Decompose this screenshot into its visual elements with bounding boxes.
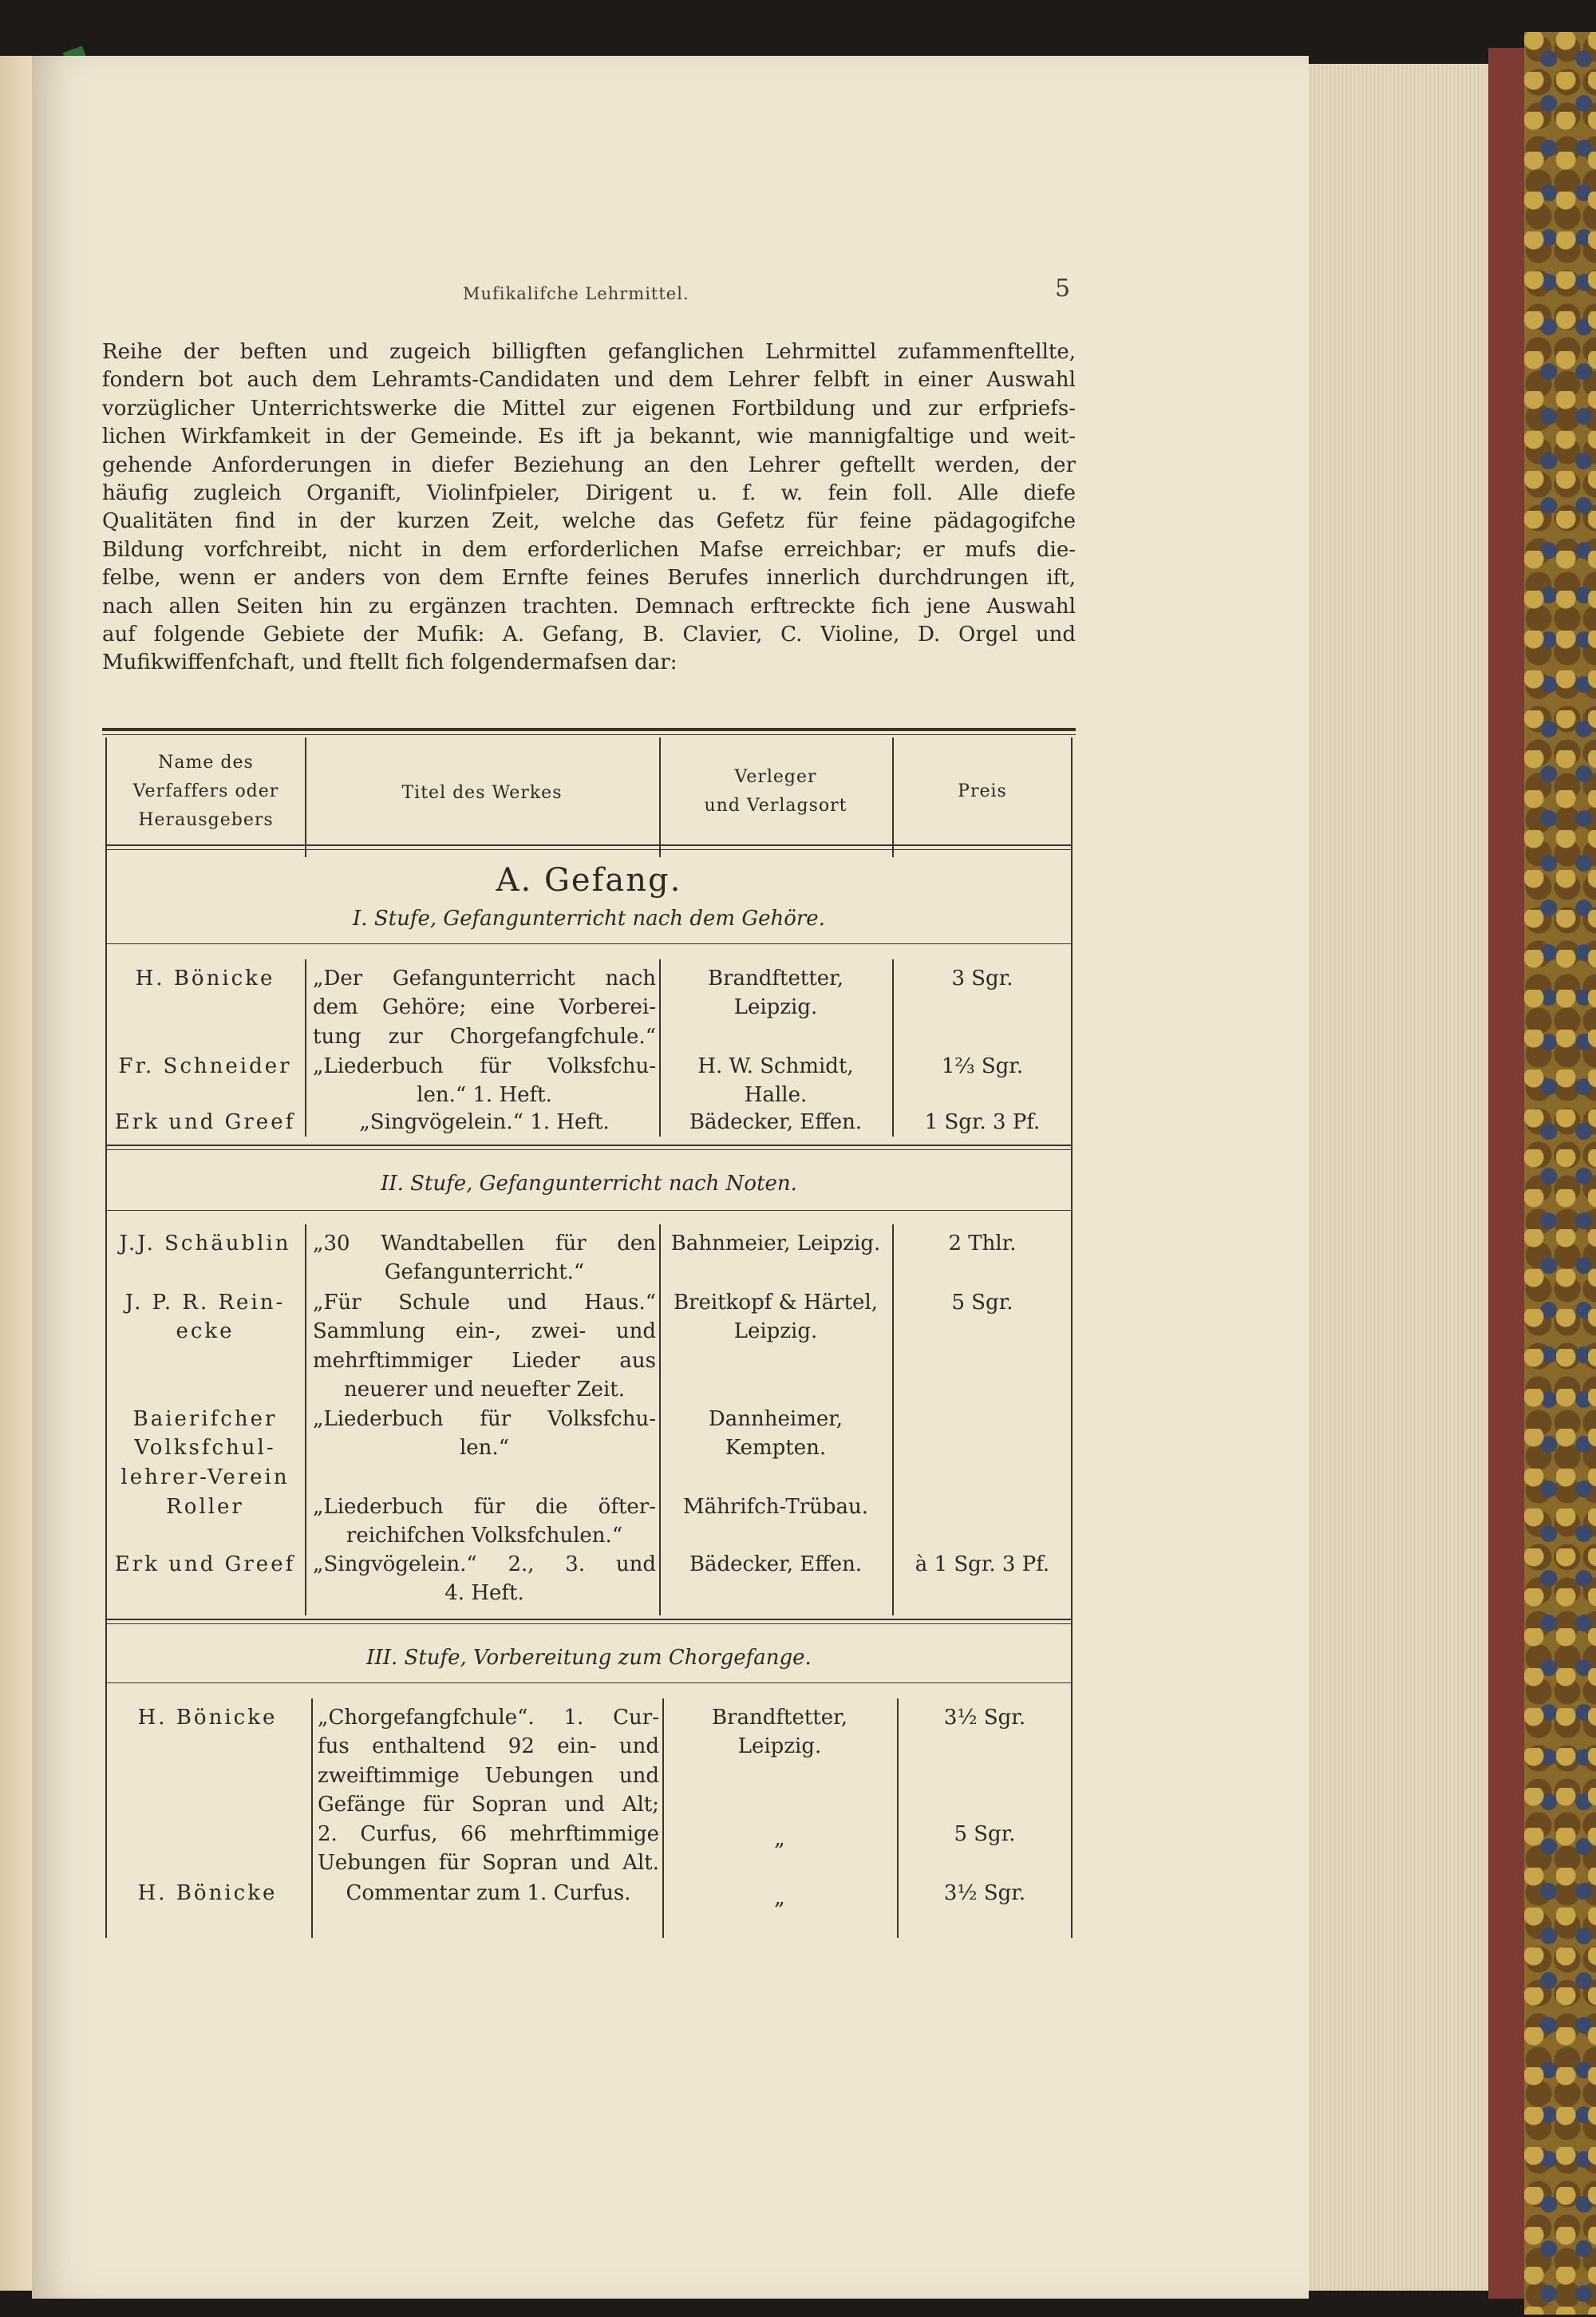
author-name: Roller — [166, 1495, 244, 1519]
title-line: len.“ — [459, 1436, 509, 1461]
publisher — [662, 1052, 889, 1110]
stage-rule — [105, 1682, 1073, 1683]
header-price: Preis — [958, 781, 1007, 801]
price: 2 Thlr. — [948, 1232, 1017, 1255]
author-name: H. Bönicke — [137, 1881, 278, 1905]
text-line: vorzüglicher Unterrichtswerke die Mittel zur eigenen Fortbildung und zur erfpriefs- — [102, 396, 1076, 421]
price: 1 Sgr. 3 Pf. — [924, 1110, 1041, 1134]
work-title — [318, 1703, 659, 1820]
work-title — [313, 1229, 656, 1287]
column-rule — [897, 1698, 899, 1938]
header-bottom-rule — [105, 849, 1073, 850]
title-line: Uebungen für Sopran und Alt. — [318, 1851, 659, 1876]
price: 3½ Sgr. — [943, 1881, 1026, 1905]
work-title — [318, 1820, 659, 1878]
stage-rule — [105, 1145, 1073, 1146]
work-title — [313, 1052, 656, 1110]
column-rule — [892, 959, 894, 1137]
title-line: Commentar zum 1. Curfus. — [346, 1881, 631, 1905]
stage-rule — [105, 1619, 1073, 1620]
header-title: Titel des Werkes — [401, 783, 563, 803]
text-line: lichen Wirkfamkeit in der Gemeinde. Es ift ja bekannt, wie mannigfaltige und weit- — [102, 425, 1076, 449]
price: 5 Sgr. — [954, 1822, 1016, 1846]
title-line: tung zur Chorgefangfchule.“ — [313, 1024, 656, 1049]
column-rule — [305, 1224, 306, 1544]
title-line: „Liederbuch für Volksfchu- — [313, 1054, 656, 1078]
left-page-edge — [0, 56, 32, 2291]
work-title — [313, 1493, 656, 1551]
stage-title: II. Stufe, Gefangunterricht nach Noten. — [381, 1172, 797, 1196]
header-publisher-line: und Verlagsort — [704, 796, 847, 816]
stage-title: I. Stufe, Gefangunterricht nach dem Gehöre. — [353, 907, 825, 931]
column-rule — [662, 1698, 664, 1938]
table-left-border — [105, 849, 107, 1938]
price: à 1 Sgr. 3 Pf. — [915, 1552, 1050, 1576]
author-name: Fr. Schneider — [118, 1054, 292, 1078]
author-name-line: Baierifcher — [132, 1407, 278, 1431]
column-rule — [1071, 737, 1073, 857]
title-line: „Chorgefangfchule“. 1. Cur- — [318, 1706, 659, 1730]
title-line: fus enthaltend 92 ein- und — [318, 1734, 659, 1759]
title-line: Gefangunterricht.“ — [384, 1260, 585, 1285]
publisher-line: Brandftetter, — [707, 967, 843, 990]
text-line: nach allen Seiten hin zu ergänzen trachten. Demnach erftreckte fich jene Auswahl — [102, 594, 1076, 619]
stage-rule — [105, 1210, 1073, 1211]
title-line: len.“ 1. Heft. — [417, 1083, 552, 1108]
header-bottom-rule — [105, 844, 1073, 846]
text-line: fondern bot auch dem Lehramts-Candidaten und dem Lehrer felbft in einer Auswahl — [102, 368, 1076, 393]
header-publisher — [662, 763, 889, 820]
title-line: „30 Wandtabellen für den — [313, 1232, 656, 1255]
title-line: Gefänge für Sopran und Alt; — [318, 1793, 659, 1817]
title-line: „Liederbuch für die öfter- — [313, 1495, 656, 1519]
price: 3½ Sgr. — [943, 1706, 1026, 1730]
publisher-line: Bädecker, Effen. — [689, 1110, 863, 1134]
publisher — [666, 1825, 894, 1853]
column-rule — [892, 1544, 894, 1615]
header-name — [110, 749, 302, 835]
title-line: „Singvögelein.“ 2., 3. und — [313, 1552, 656, 1576]
work-title — [313, 1405, 656, 1463]
publisher-line: Leipzig. — [733, 995, 818, 1020]
column-rule — [659, 737, 661, 857]
publisher-line: Halle. — [744, 1083, 808, 1108]
title-line: „Singvögelein.“ 1. Heft. — [359, 1110, 610, 1134]
publisher-line: Leipzig. — [733, 1319, 818, 1344]
publisher-line: „ — [774, 1886, 785, 1910]
publisher-line: Breitkopf & Härtel, — [673, 1291, 879, 1315]
text-line: Bildung vorfchreibt, nicht in dem erforderlichen Mafse erreichbar; er mufs die- — [102, 537, 1076, 562]
page-number: 5 — [1055, 275, 1071, 302]
author-name — [107, 1288, 303, 1346]
publisher — [662, 1493, 889, 1521]
title-line: „Für Schule und Haus.“ — [313, 1291, 656, 1315]
column-rule — [311, 1698, 313, 1938]
publisher — [662, 964, 889, 1022]
intro-paragraph — [102, 338, 1076, 678]
publisher — [662, 1405, 889, 1463]
column-rule — [105, 737, 107, 857]
author-name: J.J. Schäublin — [119, 1232, 291, 1255]
author-name-line: Volksfchul- — [134, 1436, 276, 1461]
title-line: 2. Curfus, 66 mehrftimmige — [318, 1822, 659, 1846]
work-title — [313, 964, 656, 1051]
table-right-border — [1071, 849, 1073, 1938]
section-title: A. Gefang. — [496, 862, 682, 899]
header-name-line: Verfaffers oder — [132, 781, 279, 801]
publisher — [662, 1108, 889, 1137]
price: 1⅔ Sgr. — [941, 1054, 1024, 1078]
publisher-line: Dannheimer, — [708, 1407, 843, 1431]
publisher-line: „ — [774, 1827, 785, 1851]
stage-rule — [105, 943, 1073, 944]
publisher-line: Leipzig. — [737, 1734, 822, 1759]
text-line: felbe, wenn er anders von dem Ernfte feines Berufes innerlich durchdrungen ift, — [102, 566, 1076, 591]
column-rule — [892, 737, 894, 857]
running-head: Mufikalifche Lehrmittel. — [463, 284, 689, 303]
publisher — [666, 1703, 894, 1761]
text-line: Mufikwiffenfchaft, und ftellt fich folgendermafsen dar: — [102, 650, 678, 675]
work-title — [313, 1550, 656, 1608]
column-rule — [305, 737, 306, 857]
teaching-materials-table — [102, 728, 1076, 1925]
publisher-line: H. W. Schmidt, — [697, 1054, 854, 1078]
stage-rule — [105, 1149, 1073, 1150]
text-line: Reihe der beften und zugeich billigften gefanglichen Lehrmittel zufammenftellte, — [102, 340, 1076, 364]
publisher-line: Mährifch-Trübau. — [682, 1495, 869, 1519]
author-name-line: J. P. R. Rein- — [124, 1291, 286, 1315]
author-name: H. Bönicke — [135, 967, 275, 990]
column-rule — [659, 1544, 661, 1615]
author-name-line: ecke — [176, 1319, 235, 1344]
column-rule — [892, 1224, 894, 1544]
text-line: auf folgende Gebiete der Mufik: A. Gefang, B. Clavier, C. Violine, D. Orgel und — [102, 623, 1076, 647]
author-name-line: lehrer-Verein — [120, 1465, 290, 1489]
publisher — [662, 1229, 889, 1258]
page-edges — [1309, 64, 1488, 2291]
publisher-line: Kempten. — [725, 1436, 827, 1461]
table-top-rule — [102, 734, 1076, 735]
title-line: dem Gehöre; eine Vorberei- — [313, 995, 656, 1020]
column-rule — [659, 1224, 661, 1544]
price: 5 Sgr. — [951, 1291, 1013, 1315]
publisher-line: Bädecker, Effen. — [689, 1552, 863, 1576]
publisher — [662, 1550, 889, 1579]
header-name-line: Name des — [158, 753, 254, 773]
publisher-line: Brandftetter, — [711, 1706, 847, 1730]
work-title — [318, 1879, 659, 1908]
title-line: 4. Heft. — [444, 1581, 524, 1606]
stage-rule — [105, 1623, 1073, 1624]
author-name: H. Bönicke — [137, 1706, 278, 1730]
publisher — [662, 1288, 889, 1346]
publisher — [666, 1884, 894, 1912]
header-name-line: Herausgebers — [138, 810, 274, 830]
title-line: neuerer und neuefter Zeit. — [343, 1378, 626, 1402]
column-rule — [659, 959, 661, 1137]
title-line: „Der Gefangunterricht nach — [313, 967, 656, 990]
table-top-rule — [102, 728, 1076, 731]
author-name: Erk und Greef — [114, 1110, 296, 1134]
column-rule — [305, 1544, 306, 1615]
title-line: mehrftimmiger Lieder aus — [313, 1348, 656, 1373]
title-line: „Liederbuch für Volksfchu- — [313, 1407, 656, 1431]
work-title — [313, 1288, 656, 1405]
work-title — [313, 1108, 656, 1137]
publisher-line: Bahnmeier, Leipzig. — [670, 1232, 881, 1255]
column-rule — [305, 959, 306, 1137]
title-line: Sammlung ein-, zwei- und — [313, 1319, 656, 1344]
header-publisher-line: Verleger — [734, 767, 817, 787]
stage-title: III. Stufe, Vorbereitung zum Chorgefange. — [366, 1646, 812, 1670]
author-name: Erk und Greef — [114, 1552, 296, 1576]
title-line: zweiftimmige Uebungen und — [318, 1763, 659, 1788]
title-line: reichifchen Volksfchulen.“ — [346, 1524, 623, 1548]
price: 3 Sgr. — [951, 967, 1013, 990]
text-line: Qualitäten find in der kurzen Zeit, welche das Gefetz für feine pädagogifche — [102, 509, 1076, 534]
text-line: gehende Anforderungen in diefer Beziehung an den Lehrer geftellt werden, der — [102, 453, 1076, 477]
book-binding — [1488, 48, 1524, 2299]
marbled-cover — [1524, 32, 1596, 2315]
text-line: häufig zugleich Organift, Violinfpieler, Dirigent u. f. w. fein foll. Alle diefe — [102, 481, 1076, 506]
author-name — [107, 1405, 303, 1492]
